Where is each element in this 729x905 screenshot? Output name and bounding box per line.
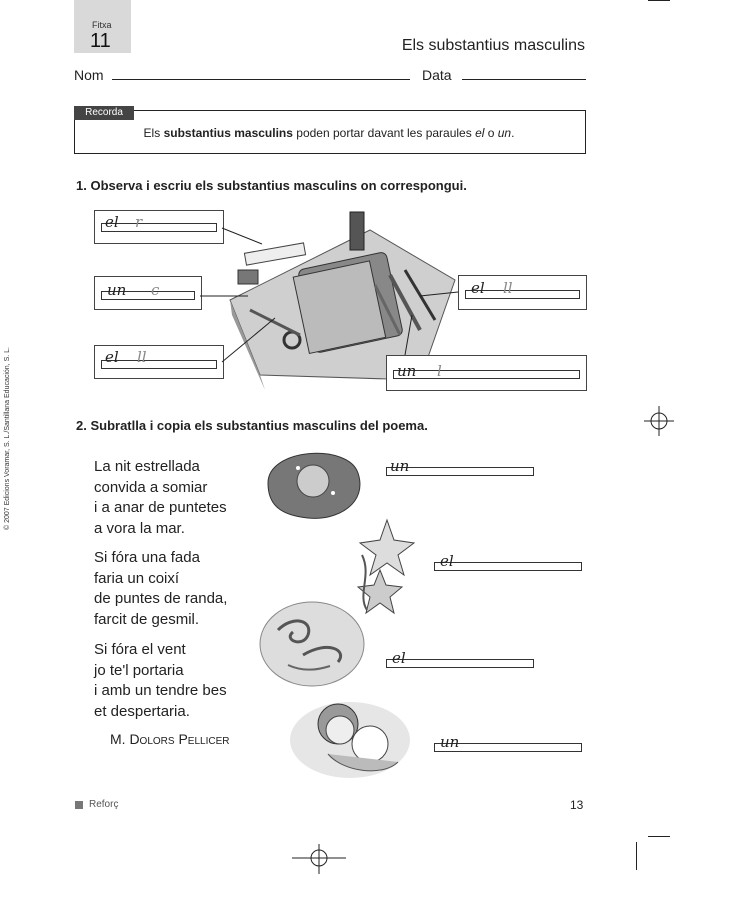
ex1-hint-5: l: [437, 362, 442, 380]
recorda-text-bold: substantius masculins: [163, 126, 293, 140]
fitxa-number: 11: [90, 30, 111, 52]
recorda-word-el: el: [475, 126, 485, 140]
ex1-prefix-5: un: [397, 362, 417, 380]
ex1-hint-2: c: [151, 281, 160, 299]
poem-line: de puntes de randa,: [94, 590, 228, 607]
crop-mark-bottom-right-h: [648, 836, 670, 837]
ex2-prefix-4: un: [440, 733, 460, 751]
ex1-hint-3: ll: [137, 348, 147, 366]
recorda-text-or: o: [484, 126, 498, 140]
footer-square-icon: [75, 801, 83, 809]
poem-line: convida a somiar: [94, 478, 208, 496]
ex1-prefix-2: un: [107, 281, 127, 299]
poem-line: farcit de gesmil.: [94, 610, 200, 628]
poem-line: i amb un tendre bes: [94, 682, 227, 699]
ex2-prefix-2: el: [440, 552, 454, 570]
registration-mark-right-icon: [644, 406, 674, 436]
recorda-text-middle: poden portar davant les paraules: [292, 126, 476, 140]
poem-author: M. Dolors Pellicer: [110, 731, 230, 747]
poem-line: Si fóra el vent: [94, 641, 186, 658]
nom-label: Nom: [74, 67, 104, 83]
data-label: Data: [422, 67, 452, 83]
crop-mark-top-right: [648, 0, 670, 1]
ex2-prefix-3: el: [392, 649, 406, 667]
ex1-hint-1: r: [135, 213, 143, 231]
poem-stanza-1: [94, 457, 227, 539]
poem-line: Si fóra una fada: [94, 549, 200, 566]
poem-line: i a anar de puntetes: [94, 499, 227, 516]
exercise1-title: 1. Observa i escriu els substantius masculins on correspongui.: [76, 178, 467, 193]
ex2-answer-line-3[interactable]: [386, 659, 534, 668]
page-title: Els substantius masculins: [401, 37, 585, 54]
poem-stanza-3: [94, 640, 227, 722]
ex1-prefix-1: el: [105, 213, 119, 231]
ex1-prefix-3: el: [105, 348, 119, 366]
fitxa-label: Fitxa: [92, 20, 112, 30]
poem-line: et despertaria.: [94, 702, 190, 720]
wind-illustration: [258, 600, 366, 688]
crop-mark-bottom-right-v: [636, 842, 637, 870]
recorda-text-end: .: [511, 126, 515, 140]
copyright-text: © 2007 Edicions Voramar, S. L./Santillana Educación, S. L.: [4, 347, 11, 530]
ex2-prefix-1: un: [390, 457, 410, 475]
ex1-hint-4: ll: [503, 279, 513, 297]
ex1-prefix-4: el: [471, 279, 485, 297]
recorda-word-un: un: [497, 126, 512, 140]
recorda-tab: Recorda: [74, 106, 134, 120]
poem-line: faria un coixí: [94, 569, 180, 587]
poem-stanza-2: [94, 548, 227, 630]
poem-line: La nit estrellada: [94, 458, 200, 475]
poem-line: a vora la mar.: [94, 519, 185, 537]
poem-line: jo te'l portaria: [94, 661, 184, 679]
exercise2-title: 2. Subratlla i copia els substantius masculins del poema.: [76, 418, 428, 433]
kiss-illustration: [288, 692, 414, 780]
page-number: 13: [570, 798, 584, 812]
cushion-illustration: [258, 443, 368, 523]
ex2-answer-line-2[interactable]: [434, 562, 582, 571]
recorda-text-before: Els: [143, 126, 164, 140]
footer-label: Reforç: [89, 799, 119, 810]
registration-mark-bottom-icon: [292, 844, 346, 874]
